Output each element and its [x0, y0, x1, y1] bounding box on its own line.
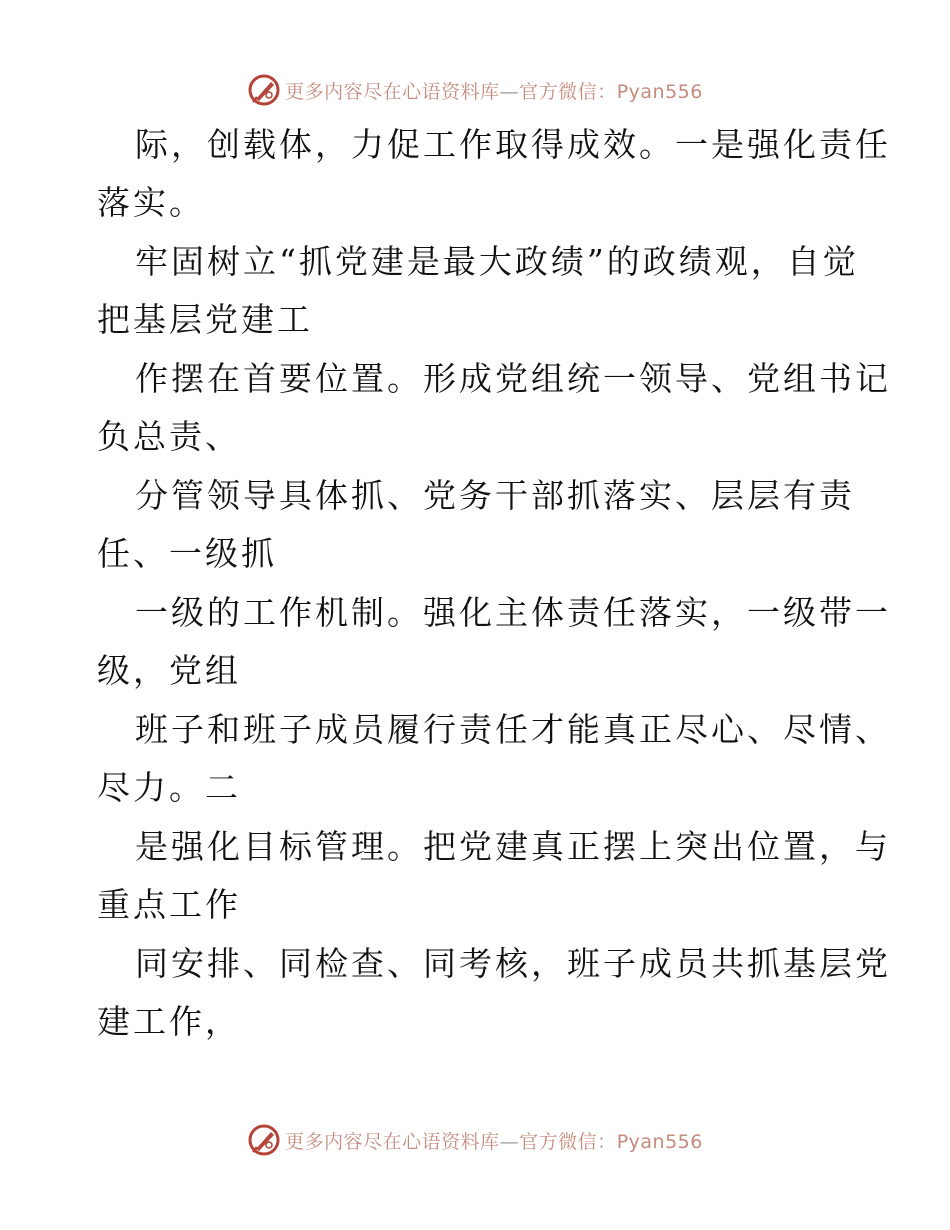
- paragraph-line: 级，党组: [97, 651, 241, 690]
- paragraph-line: 负总责、: [97, 417, 241, 456]
- header-banner-text: 更多内容尽在心语资料库—官方微信：Pyan556: [285, 80, 703, 103]
- paragraph-line: 任、一级抓: [97, 534, 277, 573]
- quill-logo-icon: [247, 1123, 281, 1157]
- paragraph-line: 落实。: [97, 183, 205, 222]
- paragraph-line: 分管领导具体抓、党务干部抓落实、层层有责: [135, 476, 855, 515]
- paragraph-line: 际，创载体，力促工作取得成效。一是强化责任: [135, 125, 891, 164]
- paragraph-line: 建工作，: [97, 1002, 241, 1041]
- paragraph-line: 是强化目标管理。把党建真正摆上突出位置，与: [135, 827, 891, 866]
- paragraph-line: 作摆在首要位置。形成党组统一领导、党组书记: [135, 359, 891, 398]
- footer-banner: [0, 1120, 950, 1160]
- paragraph-line: 同安排、同检查、同考核，班子成员共抓基层党: [135, 944, 891, 983]
- paragraph-line: 牢固树立“抓党建是最大政绩”的政绩观，自觉: [135, 242, 859, 281]
- paragraph-line: 班子和班子成员履行责任才能真正尽心、尽情、: [135, 710, 891, 749]
- paragraph-line: 尽力。二: [97, 768, 241, 807]
- paragraph-line: 一级的工作机制。强化主体责任落实，一级带一: [135, 593, 891, 632]
- paragraph-line: 重点工作: [97, 885, 241, 924]
- paragraph-line: 把基层党建工: [97, 300, 313, 339]
- footer-banner-text: 更多内容尽在心语资料库—官方微信：Pyan556: [285, 1130, 703, 1153]
